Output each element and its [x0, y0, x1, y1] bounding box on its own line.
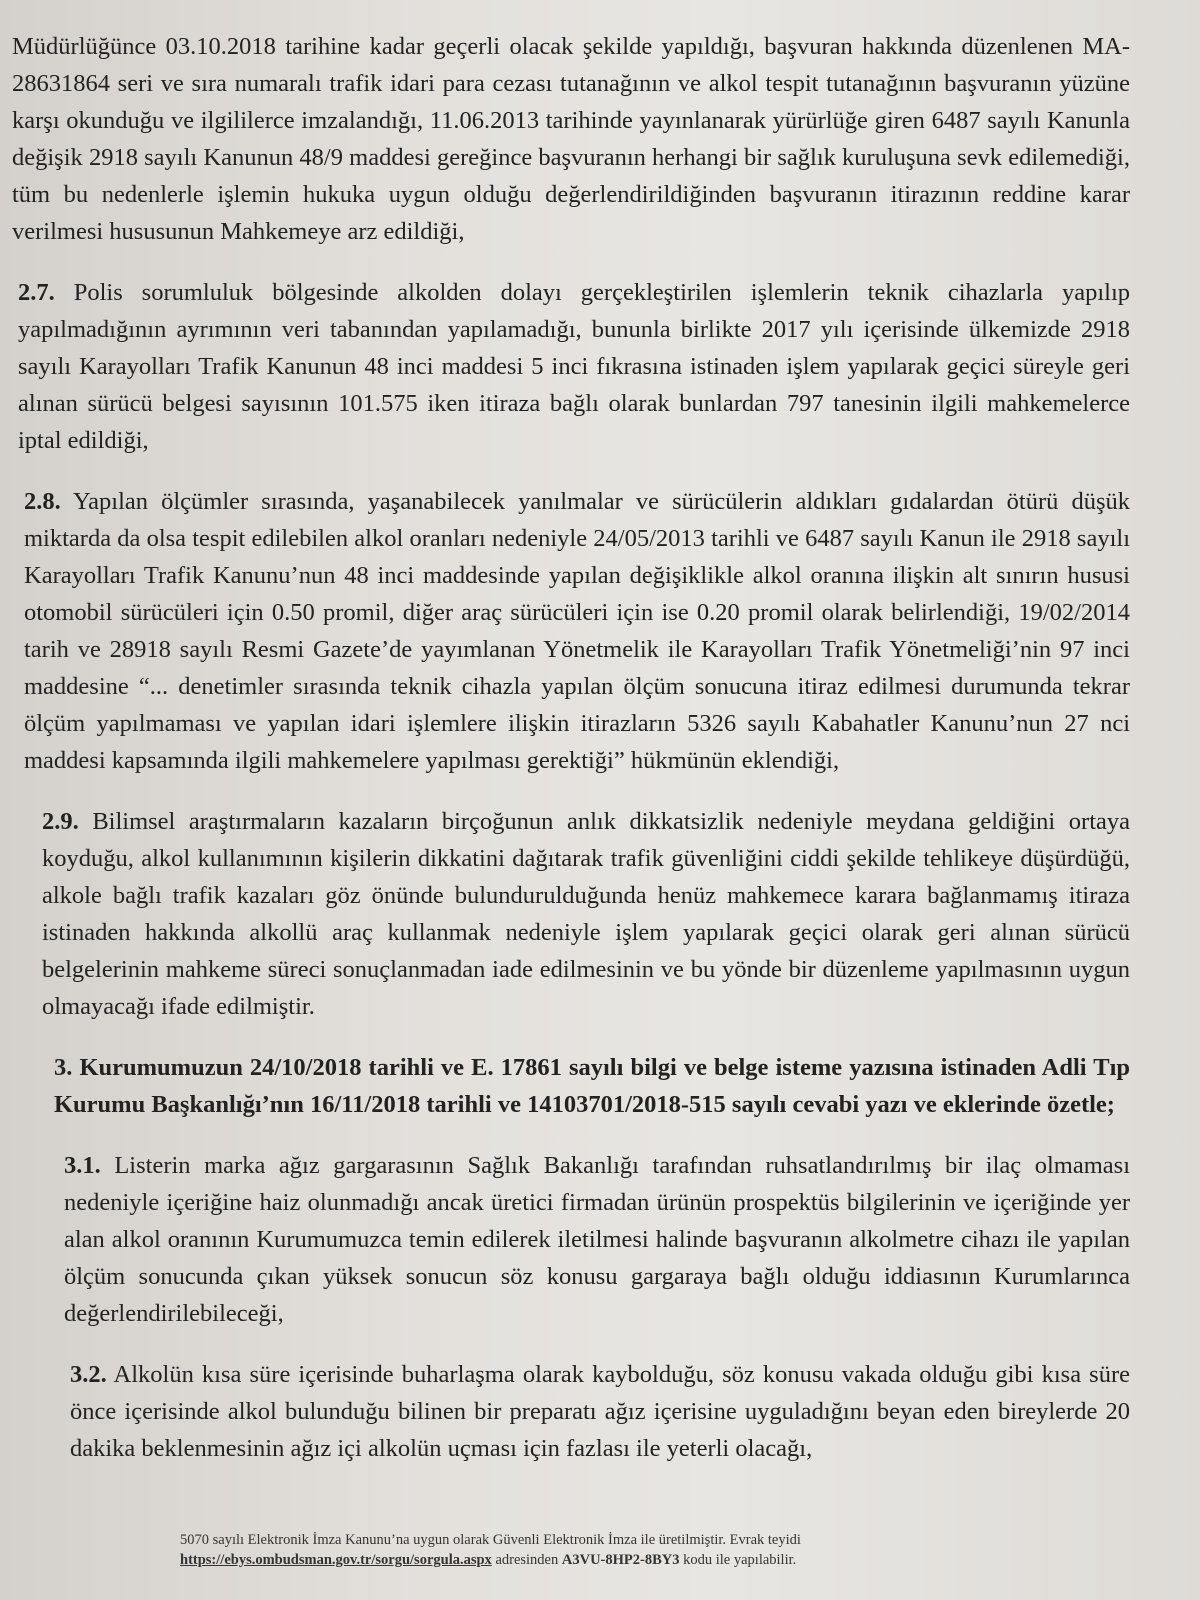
verification-link[interactable]: https://ebys.ombudsman.gov.tr/sorgu/sorgula.aspx — [180, 1552, 492, 1568]
footer-text: adresinden — [491, 1552, 562, 1568]
section-number: 2.8. — [24, 488, 61, 515]
paragraph-text: Kurumumuzun 24/10/2018 tarihli ve E. 17861 sayılı bilgi ve belge isteme yazısına istinaden Adli Tıp Kurumu Başkanlığı’nın 16/11/2018 tarihli ve 14103701/2018-515 sayılı cevabi yazı ve eklerinde özetle; — [54, 1054, 1130, 1118]
verification-code: A3VU-8HP2-8BY3 — [561, 1552, 680, 1568]
paragraph-text: Polis sorumluluk bölgesinde alkolden dolayı gerçekleştirilen işlemlerin teknik cihazlarla yapılıp yapılmadığının ayrımının veri tabanından yapılamadığı, bununla birlikte 2017 yılı içerisinde ülkemizde 2918 sayılı Karayolları Trafik Kanunun 48 inci maddesi 5 inci fıkrasına istinaden işlem yapılarak geçici süreyle geri alınan sürücü belgesi sayısının 101.575 iken itiraza bağlı olarak bunlardan 797 tanesinin ilgili mahkemelerce iptal edildiği, — [18, 279, 1131, 454]
section-number: 3.1. — [64, 1152, 101, 1179]
paragraph-2-7 — [18, 274, 1130, 459]
section-number: 2.9. — [42, 808, 79, 835]
paragraph-text: Bilimsel araştırmaların kazaların birçoğunun anlık dikkatsizlik nedeniyle meydana geldiğini ortaya koyduğu, alkol kullanımının kişilerin dikkatini dağıtarak trafik güvenliğini ciddi şekilde tehlikeye düşürdüğü, alkole bağlı trafik kazaları göz önünde bulundurulduğunda henüz mahkemece karara bağlanmamış itiraza istinaden hakkında alkollü araç kullanmak nedeniyle işlem yapılarak geçici olarak geri alınan sürücü belgelerinin mahkeme süreci sonuçlanmadan iade edilmesinin ve bu yönde bir düzenleme yapılmasının uygun olmayacağı ifade edilmiştir. — [42, 808, 1130, 1020]
footer-line — [180, 1550, 1000, 1570]
paragraph-text: Listerin marka ağız gargarasının Sağlık Bakanlığı tarafından ruhsatlandırılmış bir ilaç olmaması nedeniyle içeriğine haiz olunmadığı ancak üretici firmadan ürünün prospektüs bilgilerinin ve içeriğinde yer alan alkol oranının Kurumumuzca temin edilerek iletilmesi halinde başvuranın alkolmetre cihazı ile yapılan ölçüm sonucunda çıkan yüksek sonucun söz konusu gargaraya bağlı olduğu iddiasının Kurumlarınca değerlendirilebileceği, — [64, 1152, 1130, 1327]
paragraph-3-1 — [64, 1147, 1130, 1332]
e-signature-footer — [180, 1530, 1000, 1570]
footer-line: 5070 sayılı Elektronik İmza Kanunu’na uygun olarak Güvenli Elektronik İmza ile üretilmiştir. Evrak teyidi — [180, 1532, 801, 1548]
paragraph-3-2 — [70, 1356, 1130, 1467]
footer-text: kodu ile yapılabilir. — [679, 1552, 797, 1568]
paragraph-2-9 — [42, 803, 1130, 1025]
paragraph-2-8 — [24, 483, 1130, 779]
section-number: 2.7. — [18, 279, 55, 306]
paragraph-3 — [54, 1049, 1130, 1123]
paragraph-intro — [12, 28, 1130, 250]
paragraph-text: Yapılan ölçümler sırasında, yaşanabilecek yanılmalar ve sürücülerin aldıkları gıdalardan ötürü düşük miktarda da olsa tespit edilebilen alkol oranları nedeniyle 24/05/2013 tarihli ve 6487 sayılı Kanun ile 2918 sayılı Karayolları Trafik Kanunu’nun 48 inci maddesinde yapılan değişiklikle alkol oranına ilişkin alt sınırın hususi otomobil sürücüleri için 0.50 promil, diğer araç sürücüleri için ise 0.20 promil olarak belirlendiği, 19/02/2014 tarih ve 28918 sayılı Resmi Gazete’de yayımlanan Yönetmelik ile Karayolları Trafik Yönetmeliği’nin 97 inci maddesine “... denetimler sırasında teknik cihazla yapılan ölçüm sonucuna itiraz edilmesi durumunda tekrar ölçüm yapılmaması ve yapılan idari işlemlere ilişkin itirazların 5326 sayılı Kabahatler Kanunu’nun 27 nci maddesi kapsamında ilgili mahkemelere yapılması gerektiği” hükmünün eklendiği, — [24, 488, 1130, 774]
paragraph-text: Müdürlüğünce 03.10.2018 tarihine kadar geçerli olacak şekilde yapıldığı, başvuran hakkında düzenlenen MA-28631864 seri ve sıra numaralı trafik idari para cezası tutanağının ve alkol tespit tutanağının başvuranın yüzüne karşı okunduğu ve ilgililerce imzalandığı, 11.06.2013 tarihinde yayınlanarak yürürlüğe giren 6487 sayılı Kanunla değişik 2918 sayılı Kanunun 48/9 maddesi gereğince başvuranın herhangi bir sağlık kuruluşuna sevk edilemediği, tüm bu nedenlerle işlemin hukuka uygun olduğu değerlendirildiğinden başvuranın itirazının reddine karar verilmesi hususunun Mahkemeye arz edildiği, — [12, 33, 1130, 245]
section-number: 3. — [54, 1054, 73, 1081]
paragraph-text: Alkolün kısa süre içerisinde buharlaşma olarak kaybolduğu, söz konusu vakada olduğu gibi kısa süre önce içerisinde alkol bulunduğu bilinen bir preparatı ağız içerisine uyguladığını beyan eden bireylerde 20 dakika beklenmesinin ağız içi alkolün uçması için fazlası ile yeterli olacağı, — [70, 1361, 1130, 1462]
section-number: 3.2. — [70, 1361, 107, 1388]
